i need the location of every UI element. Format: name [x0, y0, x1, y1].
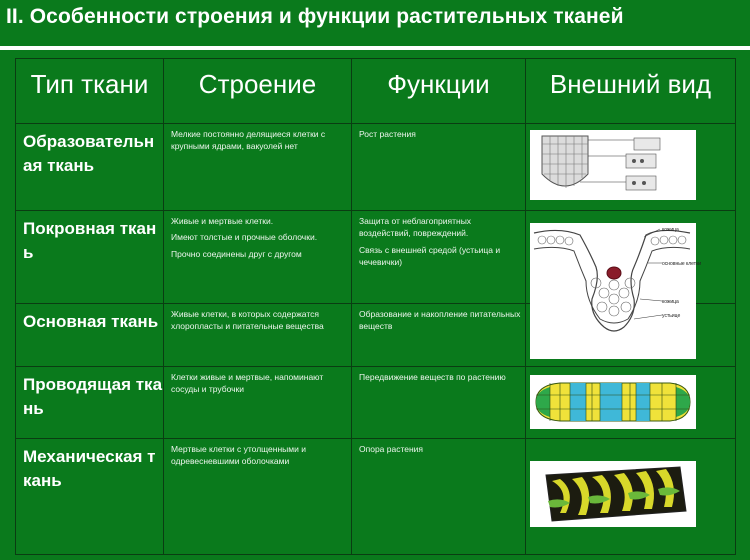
- table-header-row: [16, 59, 736, 124]
- table-row: [16, 211, 736, 304]
- tissue-name: Проводящая ткань: [16, 367, 164, 439]
- tissue-function: Рост растения: [352, 124, 526, 211]
- tissue-function: Опора растения: [352, 439, 526, 555]
- table-row: [16, 124, 736, 211]
- tissue-structure: Живые и мертвые клетки. Имеют толстые и прочные оболочки. Прочно соединены друг с другом: [164, 211, 352, 304]
- header-functions: Функции: [352, 59, 526, 124]
- tissue-name: Образовательная ткань: [16, 124, 164, 211]
- tissue-name: Основная ткань: [16, 304, 164, 367]
- conductive-illustration: [530, 375, 696, 429]
- tissue-structure: Живые клетки, в которых содержатся хлоропласты и питательные вещества: [164, 304, 352, 367]
- header-type: Тип ткани: [16, 59, 164, 124]
- leaf-section-illustration: [530, 223, 702, 359]
- meristem-illustration: [530, 130, 696, 200]
- tissue-structure: Мертвые клетки с утолщенными и одревесневшими оболочками: [164, 439, 352, 555]
- tissue-appearance: [526, 211, 736, 319]
- tissue-name: Механическая ткань: [16, 439, 164, 555]
- header-structure: Строение: [164, 59, 352, 124]
- tissue-name: Покровная ткань: [16, 211, 164, 304]
- tissue-table: [15, 58, 736, 555]
- label-ground-cells: основные клетки: [662, 261, 702, 267]
- tissue-structure: Клетки живые и мертвые, напоминают сосуды и трубочки: [164, 367, 352, 439]
- tissue-structure: Мелкие постоянно делящиеся клетки с крупными ядрами, вакуолей нет: [164, 124, 352, 211]
- slide-title: II. Особенности строения и функции растительных тканей: [6, 5, 624, 28]
- table-row: [16, 439, 736, 555]
- title-bar: [0, 0, 750, 46]
- label-epidermis-bottom: кожица: [662, 299, 679, 305]
- tissue-function: Образование и накопление питательных веществ: [352, 304, 526, 367]
- header-appearance: Внешний вид: [526, 59, 736, 124]
- tissue-function: Передвижение веществ по растению: [352, 367, 526, 439]
- tissue-appearance: [526, 439, 736, 555]
- table-row: [16, 367, 736, 439]
- tissue-appearance: [526, 367, 736, 439]
- label-epidermis-top: кожица: [662, 227, 679, 233]
- mechanical-illustration: [530, 461, 696, 527]
- tissue-function: Защита от неблагоприятных воздействий, повреждений. Связь с внешней средой (устьица и чечевички): [352, 211, 526, 304]
- tissue-appearance: [526, 124, 736, 211]
- title-rule: [0, 46, 750, 50]
- label-stoma: устьице: [662, 313, 681, 319]
